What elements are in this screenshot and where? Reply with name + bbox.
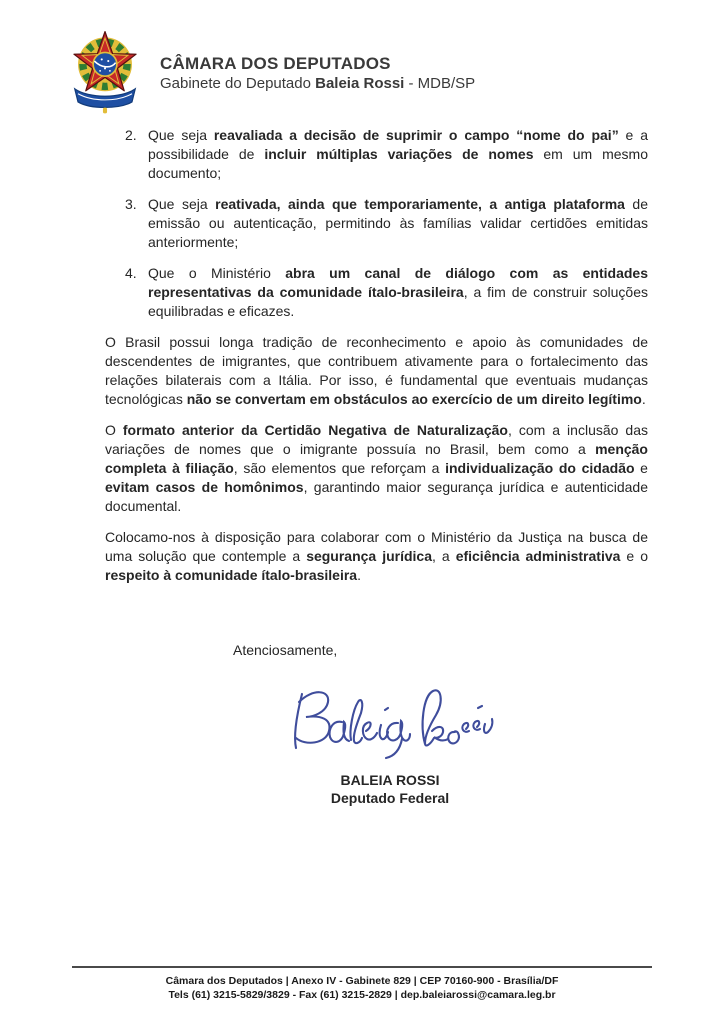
closing-salutation: Atenciosamente,: [233, 642, 338, 658]
list-item-text: Que seja reativada, ainda que temporariamente, a antiga plataforma de emissão ou autenticação, permitindo às famílias validar certidões emitidas anteriormente;: [148, 196, 648, 250]
list-item-2: [125, 126, 648, 183]
letter-body: [105, 126, 648, 807]
footer-contacts: Tels (61) 3215-5829/3829 - Fax (61) 3215-2829 | dep.baleiarossi@camara.leg.br: [168, 989, 556, 1001]
signer-name: BALEIA ROSSI: [340, 772, 440, 788]
coat-of-arms-icon: [64, 30, 146, 115]
list-item-number: 4.: [125, 265, 137, 281]
list-item-number: 2.: [125, 127, 137, 143]
office-prefix: Gabinete do Deputado: [160, 74, 316, 92]
paragraph-formato-anterior: O formato anterior da Certidão Negativa de Naturalização, com a inclusão das variações de nomes que o imigrante possuía no Brasil, bem como a menção completa à filiação, são elementos que reforçam a individualização do cidadão e evitam casos de homônimos, garantindo maior segurança jurídica e autenticidade documental.: [105, 422, 649, 514]
office-line: [160, 75, 475, 92]
request-list: [105, 126, 648, 321]
paragraph-brasil-tradicao: O Brasil possui longa tradição de reconhecimento e apoio às comunidades de descendentes de imigrantes, que contribuem ativamente para o fortalecimento das relações bilaterais com a Itália. Por isso, é fundamental que eventuais mudanças tecnológicas não se convertam em obstáculos ao exercício de um direito legítimo.: [105, 334, 648, 407]
footer-address: Câmara dos Deputados | Anexo IV - Gabinete 829 | CEP 70160-900 - Brasília/DF: [165, 975, 559, 987]
deputy-name: Baleia Rossi: [315, 74, 405, 92]
signature-block: [225, 682, 555, 807]
letterhead: [64, 30, 475, 115]
list-item-text: Que o Ministério abra um canal de diálogo com as entidades representativas da comunidade ítalo-brasileira, a fim de construir soluções equilibradas e eficazes.: [148, 265, 649, 319]
letterhead-text: [160, 54, 475, 92]
office-suffix: - MDB/SP: [404, 74, 476, 92]
page-footer: [72, 966, 652, 1002]
list-item-4: [125, 264, 648, 321]
paragraph-disposicao: Colocamo-nos à disposição para colaborar com o Ministério da Justiça na busca de uma solução que contemple a segurança jurídica, a eficiência administrativa e o respeito à comunidade ítalo-brasileira.: [105, 529, 648, 583]
signer-title: Deputado Federal: [330, 790, 450, 806]
list-item-3: [125, 195, 648, 252]
handwritten-signature-icon: [225, 682, 555, 767]
list-item-text: Que seja reavaliada a decisão de suprimir o campo “nome do pai” e a possibilidade de incluir múltiplas variações de nomes em um mesmo documento;: [148, 127, 648, 181]
org-name: CÂMARA DOS DEPUTADOS: [160, 53, 391, 73]
list-item-number: 3.: [125, 196, 137, 212]
footer-divider: [72, 966, 652, 968]
